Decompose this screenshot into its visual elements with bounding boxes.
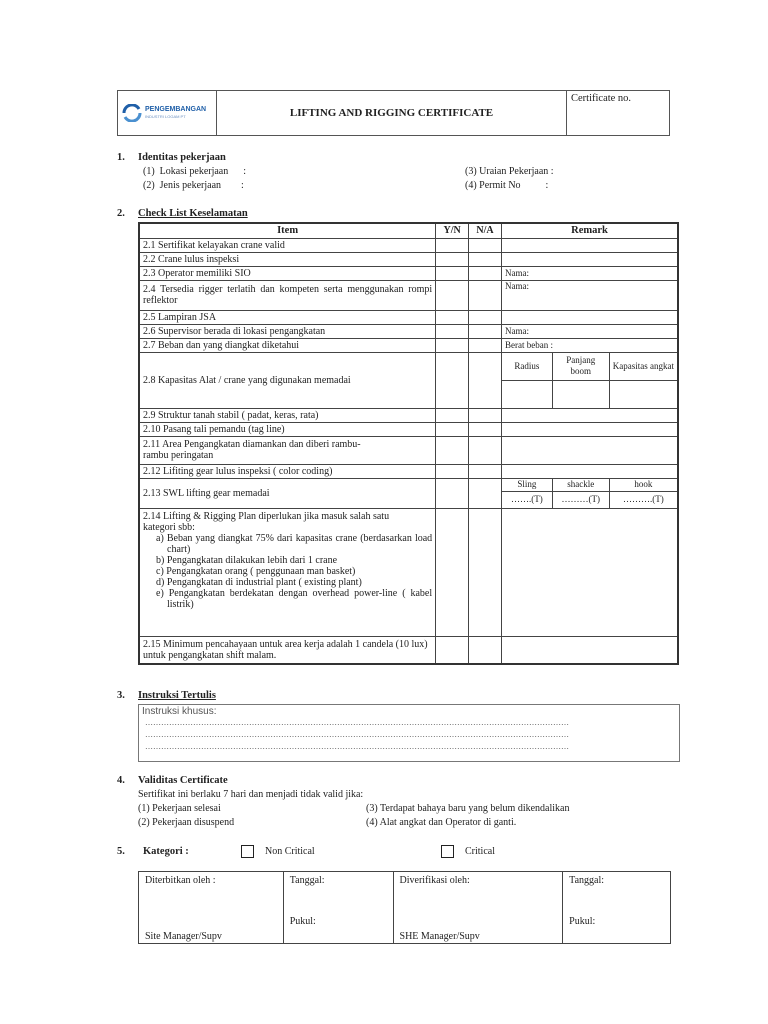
na-cell[interactable] [469, 252, 502, 266]
table-header-row [139, 223, 678, 238]
section-1-title: Identitas pekerjaan [138, 152, 226, 163]
na-cell[interactable] [469, 338, 502, 352]
table-row [139, 280, 678, 310]
safety-checklist-table [138, 222, 679, 665]
instruction-line-3: …………………………………………………………………………………………………………………………………………… [145, 742, 569, 751]
yn-cell[interactable] [436, 478, 469, 508]
item-2-10: 2.10 Pasang tali pemandu (tag line) [139, 422, 436, 436]
item-2-14-b: b) Pengangkatan dilakukan lebih dari 1 crane [156, 554, 338, 566]
table-row [139, 464, 678, 478]
item-2-14-e: e) Pengangkatan berdekatan dengan overhead power-line ( kabel listrik) [156, 587, 433, 610]
na-cell[interactable] [469, 266, 502, 280]
na-cell[interactable] [469, 436, 502, 464]
col-header-item: Item [139, 223, 436, 238]
verified-time-label: Pukul: [569, 916, 596, 927]
remark-cell[interactable] [502, 636, 679, 664]
remark-cell-nama[interactable]: Nama: [502, 266, 679, 280]
table-row [139, 478, 678, 491]
yn-cell[interactable] [436, 280, 469, 310]
item-2-12: 2.12 Lifiting gear lulus inspeksi ( color coding) [139, 464, 436, 478]
validity-condition-4: (4) Alat angkat dan Operator di ganti. [366, 817, 517, 828]
logo-subtext: INDUSTRI LOGAM PT [145, 114, 186, 119]
remark-cell[interactable] [502, 422, 679, 436]
logo-icon [122, 104, 142, 122]
yn-cell[interactable] [436, 464, 469, 478]
col-header-yn: Y/N [436, 223, 469, 238]
remark-cell[interactable] [502, 252, 679, 266]
subheader-shackle: shackle [552, 478, 609, 491]
subheader-hook: hook [609, 478, 678, 491]
remark-cell[interactable] [502, 508, 679, 636]
remark-cell-nama[interactable]: Nama: [502, 324, 679, 338]
table-row [139, 324, 678, 338]
section-1-number: 1. [117, 152, 125, 163]
yn-cell[interactable] [436, 352, 469, 408]
section-4-title: Validitas Certificate [138, 775, 228, 786]
table-row [139, 238, 678, 252]
item-2-1: 2.1 Sertifikat kelayakan crane valid [139, 238, 436, 252]
signature-table [138, 871, 671, 944]
yn-cell[interactable] [436, 238, 469, 252]
sling-swl-field[interactable]: …….(T) [502, 491, 553, 508]
validity-intro: Sertifikat ini berlaku 7 hari dan menjadi tidak valid jika: [138, 789, 364, 800]
remark-cell[interactable] [502, 310, 679, 324]
na-cell[interactable] [469, 280, 502, 310]
field-jenis-pekerjaan[interactable]: (2) Jenis pekerjaan : [143, 180, 244, 191]
item-2-2: 2.2 Crane lulus inspeksi [139, 252, 436, 266]
yn-cell[interactable] [436, 266, 469, 280]
section-3-title: Instruksi Tertulis [138, 690, 216, 701]
na-cell[interactable] [469, 408, 502, 422]
yn-cell[interactable] [436, 338, 469, 352]
remark-cell-nama[interactable]: Nama: [502, 280, 679, 310]
issued-date-label: Tanggal: [289, 875, 325, 886]
item-2-15: 2.15 Minimum pencahayaan untuk area kerja adalah 1 candela (10 lux) untuk pengangkatan shift malam. [139, 636, 436, 664]
section-2-number: 2. [117, 208, 125, 219]
company-logo [122, 104, 212, 122]
item-2-14 [139, 508, 436, 636]
na-cell[interactable] [469, 464, 502, 478]
non-critical-checkbox[interactable] [241, 845, 254, 858]
shackle-swl-field[interactable]: ………(T) [552, 491, 609, 508]
item-2-4: 2.4 Tersedia rigger terlatih dan kompeten serta menggunakan rompi reflektor [139, 280, 436, 310]
special-instructions-label: Instruksi khusus: [142, 706, 217, 717]
yn-cell[interactable] [436, 310, 469, 324]
na-cell[interactable] [469, 324, 502, 338]
certificate-no-label: Certificate no. [571, 93, 632, 104]
issuer-role: Site Manager/Supv [145, 931, 222, 942]
remark-cell[interactable] [502, 436, 679, 464]
item-2-14-c: c) Pengangkatan orang ( penggunaan man basket) [156, 565, 356, 577]
capacity-value-cell[interactable] [609, 380, 678, 408]
table-row [139, 422, 678, 436]
verified-by-label: Diverifikasi oleh: [399, 875, 470, 886]
na-cell[interactable] [469, 636, 502, 664]
validity-condition-2: (2) Pekerjaan disuspend [138, 817, 235, 828]
item-2-5: 2.5 Lampiran JSA [139, 310, 436, 324]
item-2-8: 2.8 Kapasitas Alat / crane yang digunakan memadai [139, 352, 436, 408]
verified-by-cell[interactable] [393, 872, 563, 944]
issued-date-cell[interactable] [283, 872, 393, 944]
na-cell[interactable] [469, 352, 502, 408]
table-row [139, 408, 678, 422]
na-cell[interactable] [469, 422, 502, 436]
item-2-14-d: d) Pengangkatan di industrial plant ( existing plant) [156, 576, 362, 588]
validity-condition-1: (1) Pekerjaan selesai [138, 803, 221, 814]
item-2-9: 2.9 Struktur tanah stabil ( padat, keras, rata) [139, 408, 436, 422]
na-cell[interactable] [469, 508, 502, 636]
yn-cell[interactable] [436, 252, 469, 266]
field-permit-no[interactable]: (4) Permit No : [465, 180, 549, 191]
yn-cell[interactable] [436, 324, 469, 338]
hook-swl-field[interactable]: ……….(T) [609, 491, 678, 508]
critical-label: Critical [465, 846, 495, 857]
col-header-na: N/A [469, 223, 502, 238]
certificate-title: LIFTING AND RIGGING CERTIFICATE [217, 91, 567, 136]
section-2-title: Check List Keselamatan [138, 208, 248, 219]
item-2-3: 2.3 Operator memiliki SIO [139, 266, 436, 280]
special-instructions-box[interactable] [138, 704, 680, 762]
verifier-role: SHE Manager/Supv [399, 931, 480, 942]
table-row [139, 508, 678, 636]
table-row [139, 636, 678, 664]
issued-by-label: Diterbitkan oleh : [145, 875, 216, 886]
remark-cell[interactable] [502, 464, 679, 478]
table-row [139, 436, 678, 464]
remark-cell[interactable] [502, 238, 679, 252]
instruction-line-1: …………………………………………………………………………………………………………………………………………… [145, 718, 569, 727]
non-critical-label: Non Critical [265, 846, 315, 857]
verified-date-label: Tanggal: [569, 875, 605, 886]
issued-time-label: Pukul: [289, 916, 316, 927]
na-cell[interactable] [469, 478, 502, 508]
certificate-no-cell[interactable] [567, 91, 670, 136]
critical-checkbox[interactable] [441, 845, 454, 858]
subheader-kapasitas-angkat: Kapasitas angkat [609, 352, 678, 380]
section-5-title: Kategori : [143, 846, 189, 857]
item-2-14-intro: 2.14 Lifting & Rigging Plan diperlukan jika masuk salah satu kategori sbb: [143, 510, 390, 533]
field-lokasi-pekerjaan[interactable]: (1) Lokasi pekerjaan : [143, 166, 247, 177]
remark-cell-berat-beban[interactable]: Berat beban : [502, 338, 679, 352]
logo-cell [118, 91, 217, 136]
item-2-14-a: a) Beban yang diangkat 75% dari kapasitas crane (berdasarkan load chart) [156, 532, 433, 555]
col-header-remark: Remark [502, 223, 679, 238]
radius-value-cell[interactable] [502, 380, 553, 408]
certificate-header [117, 90, 670, 136]
table-row [139, 252, 678, 266]
subheader-radius: Radius [502, 352, 553, 380]
item-2-11: 2.11 Area Pengangkatan diamankan dan diberi rambu-rambu peringatan [139, 436, 436, 464]
logo-text: PENGEMBANGAN [145, 106, 207, 113]
item-2-7: 2.7 Beban dan yang diangkat diketahui [139, 338, 436, 352]
subheader-panjang-boom: Panjang boom [552, 352, 609, 380]
table-row [139, 338, 678, 352]
yn-cell[interactable] [436, 422, 469, 436]
section-3-number: 3. [117, 690, 125, 701]
issued-by-cell[interactable] [139, 872, 284, 944]
section-5-number: 5. [117, 846, 125, 857]
section-4-number: 4. [117, 775, 125, 786]
yn-cell[interactable] [436, 408, 469, 422]
verified-date-cell[interactable] [563, 872, 671, 944]
table-row [139, 352, 678, 380]
na-cell[interactable] [469, 238, 502, 252]
instruction-line-2: …………………………………………………………………………………………………………………………………………… [145, 730, 569, 739]
yn-cell[interactable] [436, 636, 469, 664]
boom-value-cell[interactable] [552, 380, 609, 408]
table-row [139, 266, 678, 280]
table-row [139, 310, 678, 324]
validity-condition-3: (3) Terdapat bahaya baru yang belum dikendalikan [366, 803, 570, 814]
subheader-sling: Sling [502, 478, 553, 491]
remark-cell[interactable] [502, 408, 679, 422]
item-2-6: 2.6 Supervisor berada di lokasi pengangkatan [139, 324, 436, 338]
yn-cell[interactable] [436, 436, 469, 464]
yn-cell[interactable] [436, 508, 469, 636]
field-uraian-pekerjaan[interactable]: (3) Uraian Pekerjaan : [465, 166, 554, 177]
na-cell[interactable] [469, 310, 502, 324]
item-2-13: 2.13 SWL lifting gear memadai [139, 478, 436, 508]
